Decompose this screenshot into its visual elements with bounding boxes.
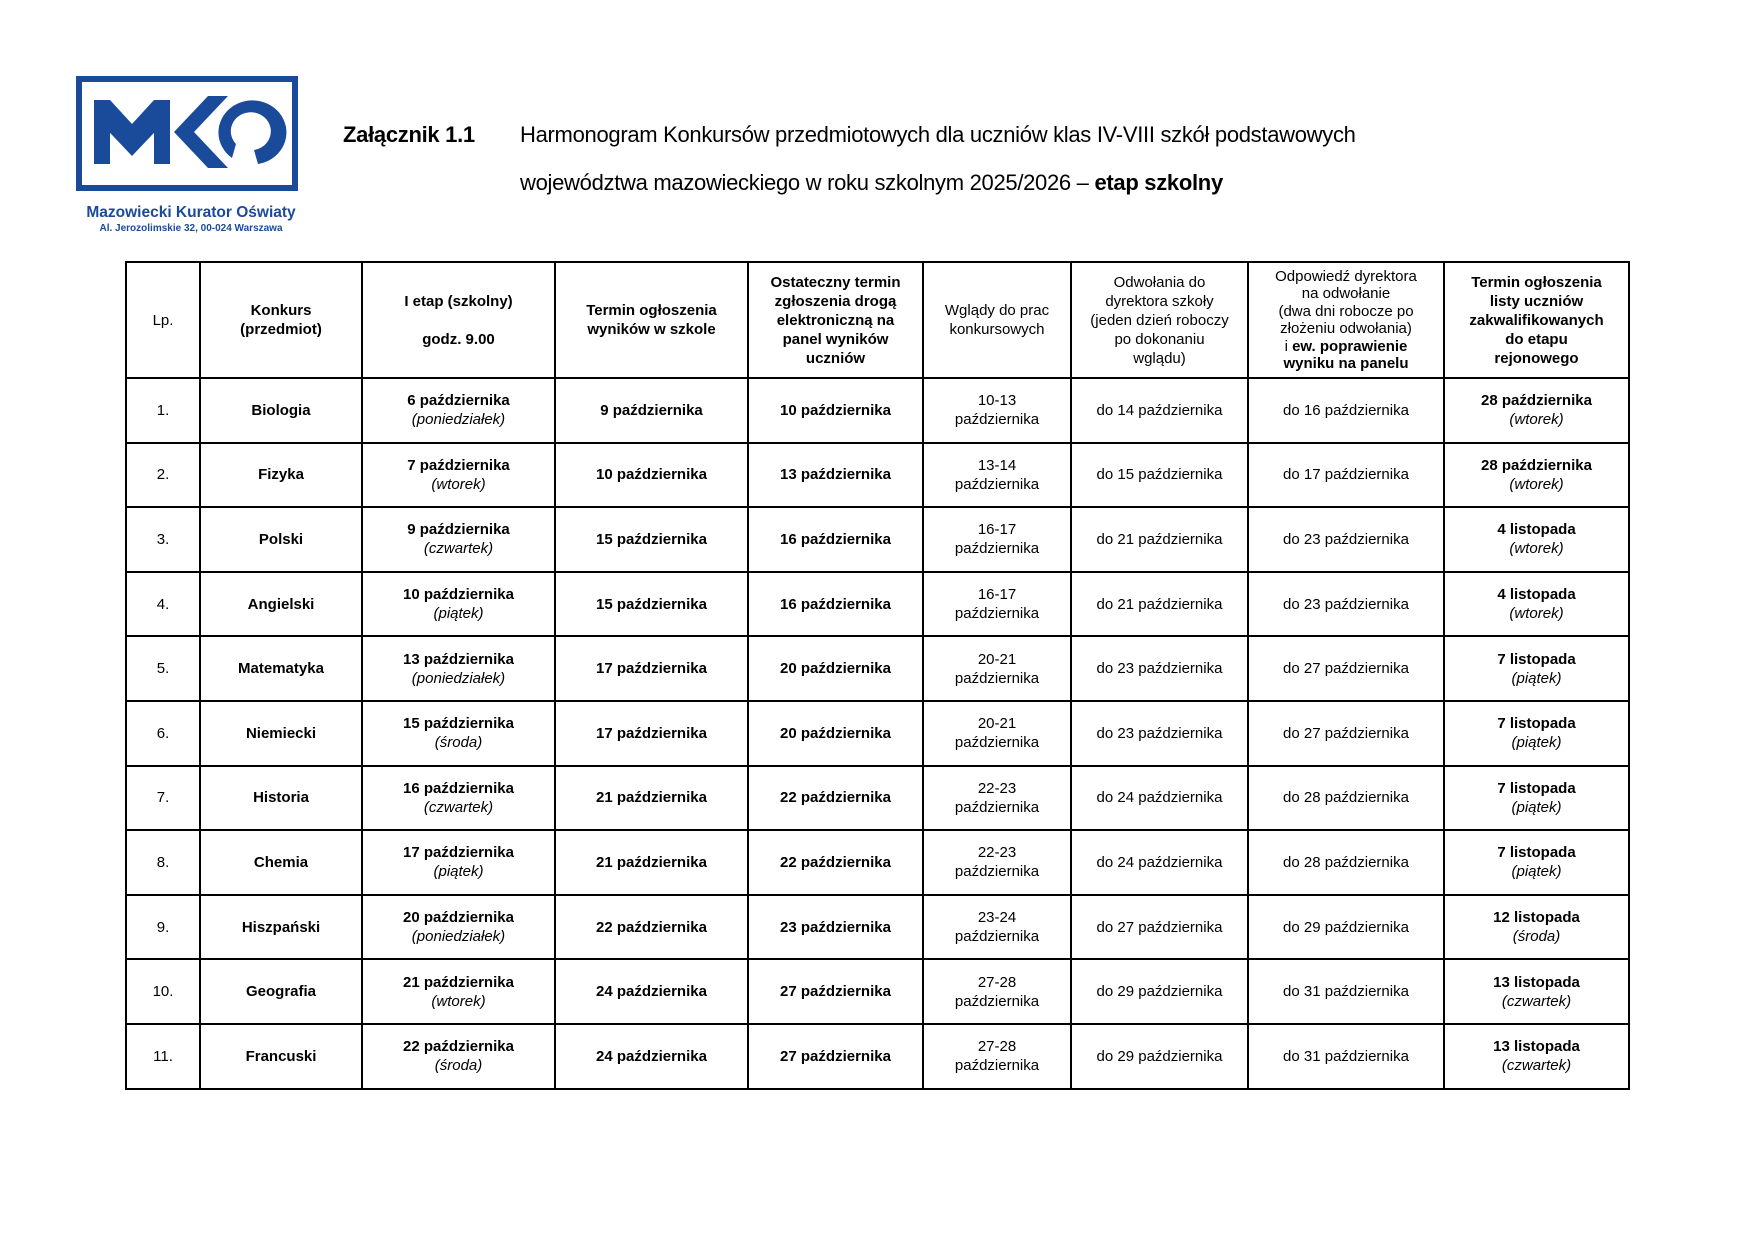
table-row: [126, 766, 1629, 831]
attachment-label: Załącznik 1.1: [343, 122, 475, 147]
lp-text: 1.: [156, 401, 170, 419]
cell-review: [923, 378, 1071, 443]
list-date: 7 listopada: [1497, 715, 1576, 733]
cell-lp: [126, 1024, 200, 1089]
submit-date: 16 października: [780, 595, 891, 613]
appeal-date: do 23 października: [1096, 660, 1223, 678]
header-text: (jeden dzień roboczy: [1090, 311, 1229, 329]
header-odwolania: [1071, 262, 1248, 378]
etap-weekday: (wtorek): [431, 992, 486, 1010]
subject-text: Geografia: [245, 983, 317, 1001]
submit-date: 27 października: [780, 1047, 891, 1065]
lp-text: 4.: [156, 595, 170, 613]
list-weekday: (wtorek): [1509, 475, 1564, 493]
header-text: Ostateczny termin: [770, 273, 901, 291]
subject-text: Polski: [258, 530, 304, 548]
cell-subject: [200, 507, 362, 572]
cell-etap: [362, 766, 555, 831]
cell-review: [923, 1024, 1071, 1089]
cell-etap: [362, 830, 555, 895]
cell-etap: [362, 443, 555, 508]
etap-date: 7 października: [407, 456, 510, 474]
submit-date: 16 października: [780, 530, 891, 548]
results-date: 21 października: [596, 789, 707, 807]
cell-reply: [1248, 1024, 1444, 1089]
schedule-table: [125, 261, 1630, 1090]
cell-subject: [200, 443, 362, 508]
cell-list: [1444, 1024, 1629, 1089]
appeal-date: do 29 października: [1096, 1047, 1223, 1065]
header-lp: [126, 262, 200, 378]
cell-subject: [200, 830, 362, 895]
header-text: zgłoszenia drogą: [774, 292, 897, 310]
subject-text: Biologia: [251, 401, 311, 419]
logo-address: Al. Jerozolimskie 32, 00-024 Warszawa: [99, 223, 283, 234]
cell-list: [1444, 443, 1629, 508]
cell-submit: [748, 701, 923, 766]
cell-list: [1444, 959, 1629, 1024]
cell-reply: [1248, 830, 1444, 895]
cell-lp: [126, 830, 200, 895]
header-text: godz. 9.00: [422, 330, 495, 348]
table-row: [126, 830, 1629, 895]
appeal-date: do 24 października: [1096, 853, 1223, 871]
results-date: 10 października: [596, 466, 707, 484]
review-range: 22-23: [977, 844, 1017, 862]
header-wglady: [923, 262, 1071, 378]
submit-date: 20 października: [780, 660, 891, 678]
etap-weekday: (poniedziałek): [411, 669, 506, 687]
cell-lp: [126, 895, 200, 960]
logo-name: Mazowiecki Kurator Oświaty: [86, 204, 296, 221]
cell-etap: [362, 636, 555, 701]
list-date: 13 listopada: [1493, 1038, 1580, 1056]
list-date: 12 listopada: [1493, 909, 1580, 927]
logo-emblem: [76, 76, 298, 191]
cell-submit: [748, 378, 923, 443]
list-weekday: (piątek): [1511, 669, 1562, 687]
table-row: [126, 701, 1629, 766]
cell-results: [555, 572, 748, 637]
lp-text: 3.: [156, 530, 170, 548]
header-ogloszenie: [555, 262, 748, 378]
list-date: 4 listopada: [1497, 586, 1576, 604]
cell-list: [1444, 378, 1629, 443]
cell-etap: [362, 572, 555, 637]
cell-results: [555, 895, 748, 960]
review-month: października: [954, 411, 1040, 429]
review-range: 20-21: [977, 715, 1017, 733]
header-text: zakwalifikowanych: [1469, 311, 1604, 329]
cell-submit: [748, 443, 923, 508]
etap-weekday: (poniedziałek): [411, 928, 506, 946]
appeal-date: do 27 października: [1096, 918, 1223, 936]
appeal-date: do 14 października: [1096, 401, 1223, 419]
cell-review: [923, 701, 1071, 766]
header-zgloszenie: [748, 262, 923, 378]
lp-text: 10.: [152, 983, 174, 1001]
subject-text: Historia: [253, 789, 309, 807]
cell-submit: [748, 830, 923, 895]
cell-reply: [1248, 959, 1444, 1024]
header-lista: [1444, 262, 1629, 378]
cell-lp: [126, 766, 200, 831]
cell-reply: [1248, 572, 1444, 637]
lp-text: 11.: [153, 1047, 173, 1065]
review-month: października: [954, 734, 1040, 752]
etap-weekday: (środa): [434, 734, 483, 752]
cell-reply: [1248, 507, 1444, 572]
review-month: października: [954, 863, 1040, 881]
review-range: 16-17: [977, 586, 1017, 604]
header-text: dyrektora szkoły: [1105, 292, 1214, 310]
header-text: Termin ogłoszenia: [586, 302, 717, 319]
etap-date: 16 października: [403, 779, 514, 797]
etap-date: 10 października: [403, 586, 514, 604]
results-date: 22 października: [596, 918, 707, 936]
reply-date: do 27 października: [1283, 724, 1409, 742]
cell-reply: [1248, 636, 1444, 701]
results-date: 24 października: [596, 983, 707, 1001]
header-odpowiedz: [1248, 262, 1444, 378]
cell-list: [1444, 636, 1629, 701]
header-text: Konkurs: [250, 302, 312, 319]
header-etap: [362, 262, 555, 378]
header-konkurs: [200, 262, 362, 378]
header-text-bold: wyniku na panelu: [1283, 355, 1409, 372]
cell-etap: [362, 507, 555, 572]
subject-text: Matematyka: [238, 660, 324, 678]
table-row: [126, 443, 1629, 508]
etap-date: 9 października: [407, 521, 510, 539]
etap-date: 21 października: [403, 973, 514, 991]
list-date: 7 listopada: [1497, 779, 1576, 797]
cell-appeal: [1071, 830, 1248, 895]
review-range: 20-21: [977, 650, 1017, 668]
lp-text: 9.: [156, 918, 170, 936]
header-text: uczniów: [805, 349, 866, 367]
results-date: 15 października: [596, 530, 707, 548]
cell-results: [555, 636, 748, 701]
list-weekday: (wtorek): [1509, 411, 1564, 429]
header-text: Odwołania do: [1113, 273, 1206, 291]
header-text: i: [1284, 337, 1293, 355]
header-text: elektroniczną na: [776, 311, 895, 329]
cell-results: [555, 1024, 748, 1089]
cell-subject: [200, 572, 362, 637]
table-row: [126, 636, 1629, 701]
cell-appeal: [1071, 378, 1248, 443]
submit-date: 23 października: [780, 918, 891, 936]
reply-date: do 16 października: [1283, 401, 1409, 419]
submit-date: 20 października: [780, 724, 891, 742]
header-text: I etap (szkolny): [404, 292, 513, 310]
cell-appeal: [1071, 636, 1248, 701]
table-row: [126, 507, 1629, 572]
table-row: [126, 895, 1629, 960]
cell-submit: [748, 766, 923, 831]
header-text: rejonowego: [1494, 349, 1579, 367]
lp-text: 8.: [156, 853, 170, 871]
lp-text: 7.: [156, 789, 170, 807]
table-header-row: [126, 262, 1629, 378]
reply-date: do 31 października: [1283, 1047, 1409, 1065]
results-date: 24 października: [596, 1047, 707, 1065]
results-date: 17 października: [596, 724, 707, 742]
review-range: 27-28: [977, 1038, 1017, 1056]
cell-list: [1444, 830, 1629, 895]
subject-text: Fizyka: [258, 466, 304, 484]
etap-weekday: (poniedziałek): [411, 411, 506, 429]
appeal-date: do 21 października: [1096, 595, 1223, 613]
title-stage-bold: etap szkolny: [1094, 170, 1223, 195]
cell-results: [555, 443, 748, 508]
etap-weekday: (czwartek): [423, 798, 494, 816]
reply-date: do 28 października: [1283, 853, 1409, 871]
cell-list: [1444, 572, 1629, 637]
review-range: 10-13: [977, 392, 1017, 410]
cell-submit: [748, 572, 923, 637]
cell-list: [1444, 507, 1629, 572]
table-row: [126, 378, 1629, 443]
submit-date: 10 października: [780, 401, 891, 419]
header-text: Wglądy do prac: [944, 302, 1050, 319]
list-date: 13 listopada: [1493, 973, 1580, 991]
cell-review: [923, 766, 1071, 831]
subject-text: Francuski: [245, 1047, 317, 1065]
cell-review: [923, 830, 1071, 895]
header-text: wyników w szkole: [587, 321, 716, 338]
lp-text: 2.: [156, 466, 170, 484]
cell-appeal: [1071, 572, 1248, 637]
cell-etap: [362, 701, 555, 766]
review-month: października: [954, 669, 1040, 687]
subject-text: Chemia: [253, 853, 309, 871]
reply-date: do 28 października: [1283, 789, 1409, 807]
header-text: złożeniu odwołania): [1280, 320, 1412, 337]
cell-etap: [362, 1024, 555, 1089]
cell-review: [923, 636, 1071, 701]
cell-subject: [200, 378, 362, 443]
title-line-2: [520, 170, 1223, 196]
header-text-bold: ew. poprawienie: [1292, 337, 1408, 355]
list-weekday: (środa): [1512, 928, 1561, 946]
cell-reply: [1248, 701, 1444, 766]
list-date: 28 października: [1481, 456, 1592, 474]
lp-text: 5.: [156, 660, 170, 678]
list-weekday: (wtorek): [1509, 540, 1564, 558]
review-month: października: [954, 475, 1040, 493]
results-date: 9 października: [600, 401, 703, 419]
review-range: 23-24: [977, 909, 1017, 927]
reply-date: do 31 października: [1283, 983, 1409, 1001]
review-range: 22-23: [977, 779, 1017, 797]
cell-review: [923, 895, 1071, 960]
list-date: 7 listopada: [1497, 650, 1576, 668]
review-month: października: [954, 928, 1040, 946]
header-text: wglądu): [1133, 349, 1186, 367]
header-text: (dwa dni robocze po: [1278, 302, 1414, 320]
list-date: 4 listopada: [1497, 521, 1576, 539]
cell-etap: [362, 959, 555, 1024]
header-text: do etapu: [1505, 330, 1568, 348]
cell-lp: [126, 378, 200, 443]
cell-subject: [200, 766, 362, 831]
cell-lp: [126, 701, 200, 766]
cell-appeal: [1071, 443, 1248, 508]
cell-subject: [200, 636, 362, 701]
appeal-date: do 29 października: [1096, 983, 1223, 1001]
cell-review: [923, 959, 1071, 1024]
list-weekday: (piątek): [1511, 734, 1562, 752]
header-text: Odpowiedź dyrektora: [1275, 267, 1417, 285]
appeal-date: do 24 października: [1096, 789, 1223, 807]
etap-date: 15 października: [403, 715, 514, 733]
mko-letters-icon: [82, 82, 292, 185]
etap-weekday: (czwartek): [423, 540, 494, 558]
list-weekday: (piątek): [1511, 863, 1562, 881]
cell-reply: [1248, 766, 1444, 831]
reply-date: do 23 października: [1283, 595, 1409, 613]
etap-weekday: (wtorek): [431, 475, 486, 493]
reply-date: do 17 października: [1283, 466, 1409, 484]
cell-subject: [200, 895, 362, 960]
cell-subject: [200, 1024, 362, 1089]
cell-review: [923, 572, 1071, 637]
cell-appeal: [1071, 766, 1248, 831]
submit-date: 22 października: [780, 853, 891, 871]
appeal-date: do 23 października: [1096, 724, 1223, 742]
reply-date: do 23 października: [1283, 530, 1409, 548]
subject-text: Hiszpański: [241, 918, 321, 936]
header-text: panel wyników: [782, 330, 889, 348]
appeal-date: do 21 października: [1096, 530, 1223, 548]
cell-list: [1444, 895, 1629, 960]
cell-submit: [748, 507, 923, 572]
cell-appeal: [1071, 1024, 1248, 1089]
lp-text: 6.: [156, 724, 170, 742]
review-range: 13-14: [977, 456, 1017, 474]
cell-lp: [126, 959, 200, 1024]
submit-date: 22 października: [780, 789, 891, 807]
header-text: listy uczniów: [1489, 292, 1584, 310]
cell-reply: [1248, 895, 1444, 960]
cell-etap: [362, 895, 555, 960]
cell-reply: [1248, 378, 1444, 443]
etap-date: 22 października: [403, 1038, 514, 1056]
subject-text: Angielski: [247, 595, 315, 613]
list-date: 28 października: [1481, 392, 1592, 410]
cell-submit: [748, 895, 923, 960]
etap-date: 13 października: [403, 650, 514, 668]
etap-weekday: (środa): [434, 1057, 483, 1075]
etap-date: 20 października: [403, 909, 514, 927]
cell-submit: [748, 1024, 923, 1089]
cell-lp: [126, 572, 200, 637]
cell-submit: [748, 959, 923, 1024]
header-text: na odwołanie: [1301, 285, 1391, 302]
table-row: [126, 1024, 1629, 1089]
etap-weekday: (piątek): [433, 863, 484, 881]
cell-subject: [200, 701, 362, 766]
cell-etap: [362, 378, 555, 443]
review-range: 16-17: [977, 521, 1017, 539]
cell-results: [555, 830, 748, 895]
submit-date: 13 października: [780, 466, 891, 484]
header-text: po dokonaniu: [1114, 330, 1205, 348]
submit-date: 27 października: [780, 983, 891, 1001]
cell-list: [1444, 701, 1629, 766]
header-text: (przedmiot): [240, 321, 322, 338]
title-line-2-text: województwa mazowieckiego w roku szkolnym 2025/2026 –: [520, 170, 1095, 195]
cell-submit: [748, 636, 923, 701]
cell-lp: [126, 636, 200, 701]
list-weekday: (czwartek): [1501, 992, 1572, 1010]
subject-text: Niemiecki: [245, 724, 317, 742]
header-lp-text: Lp.: [152, 311, 174, 329]
results-date: 17 października: [596, 660, 707, 678]
reply-date: do 27 października: [1283, 660, 1409, 678]
etap-date: 17 października: [403, 844, 514, 862]
cell-appeal: [1071, 895, 1248, 960]
list-weekday: (czwartek): [1501, 1057, 1572, 1075]
cell-results: [555, 378, 748, 443]
title-line-1: Harmonogram Konkursów przedmiotowych dla uczniów klas IV-VIII szkół podstawowych: [520, 122, 1356, 147]
header-text: konkursowych: [949, 321, 1045, 338]
cell-lp: [126, 443, 200, 508]
review-range: 27-28: [977, 973, 1017, 991]
review-month: października: [954, 540, 1040, 558]
cell-subject: [200, 959, 362, 1024]
cell-reply: [1248, 443, 1444, 508]
review-month: października: [954, 992, 1040, 1010]
results-date: 21 października: [596, 853, 707, 871]
etap-date: 6 października: [407, 392, 510, 410]
cell-review: [923, 507, 1071, 572]
cell-appeal: [1071, 959, 1248, 1024]
review-month: października: [954, 1057, 1040, 1075]
appeal-date: do 15 października: [1096, 466, 1223, 484]
list-weekday: (wtorek): [1509, 605, 1564, 623]
etap-weekday: (piątek): [433, 605, 484, 623]
table-row: [126, 959, 1629, 1024]
results-date: 15 października: [596, 595, 707, 613]
cell-results: [555, 701, 748, 766]
header-text: Termin ogłoszenia: [1471, 273, 1602, 291]
cell-review: [923, 443, 1071, 508]
list-date: 7 listopada: [1497, 844, 1576, 862]
mko-logo: [74, 75, 308, 235]
cell-appeal: [1071, 701, 1248, 766]
review-month: października: [954, 605, 1040, 623]
cell-results: [555, 766, 748, 831]
cell-appeal: [1071, 507, 1248, 572]
cell-results: [555, 507, 748, 572]
reply-date: do 29 października: [1283, 918, 1409, 936]
cell-lp: [126, 507, 200, 572]
table-row: [126, 572, 1629, 637]
review-month: października: [954, 798, 1040, 816]
cell-list: [1444, 766, 1629, 831]
cell-results: [555, 959, 748, 1024]
list-weekday: (piątek): [1511, 798, 1562, 816]
